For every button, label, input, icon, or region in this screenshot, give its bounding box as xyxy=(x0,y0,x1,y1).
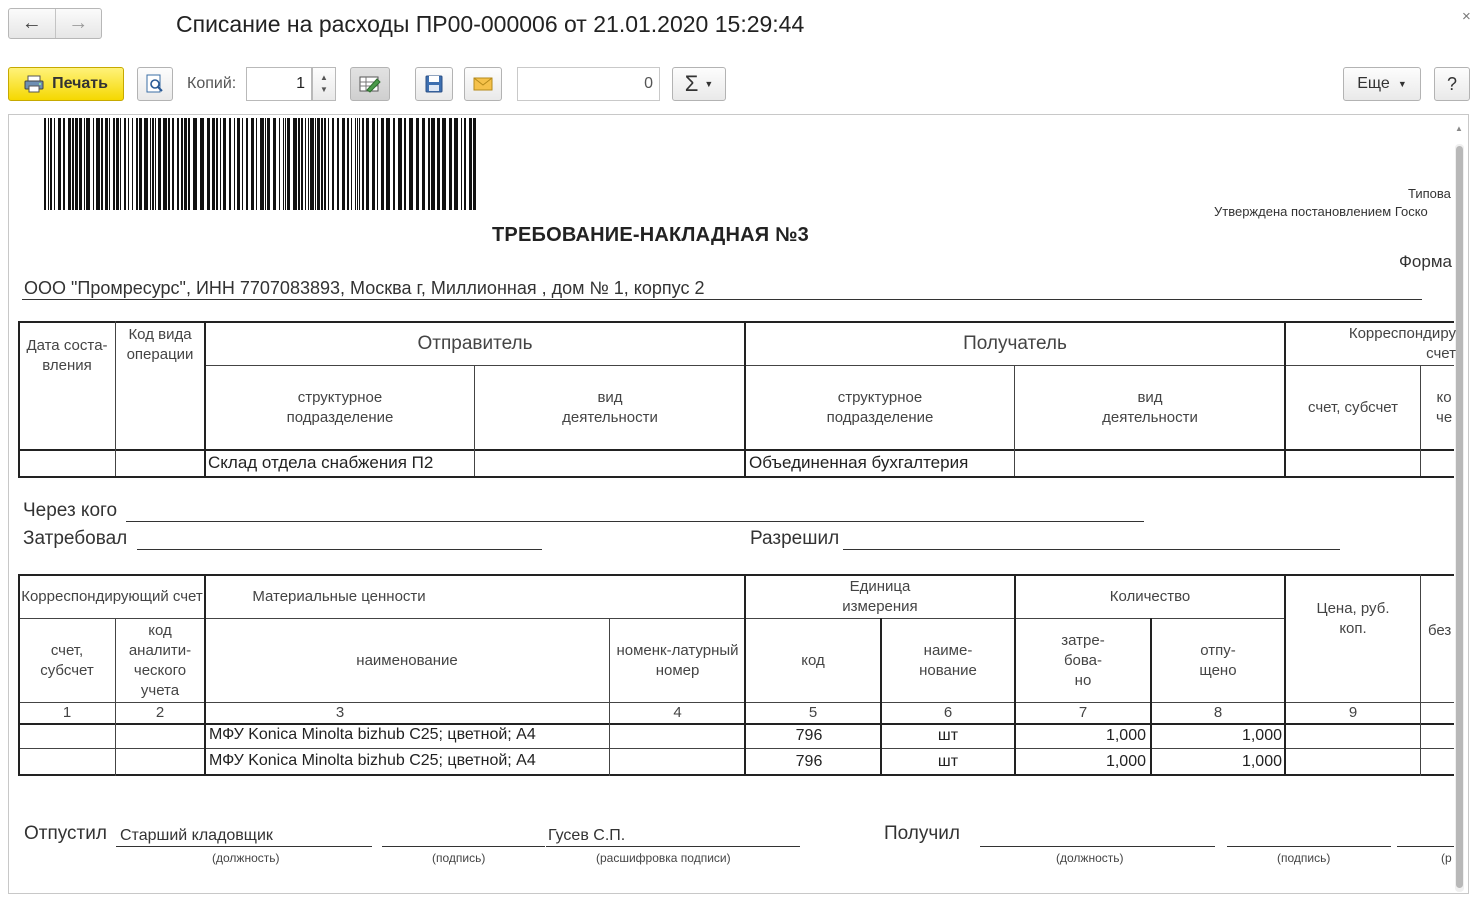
col-number: 1 xyxy=(62,704,72,721)
col-number: 6 xyxy=(943,704,953,721)
row-1-item-name: МФУ Konica Minolta bizhub C25; цветной; A4 xyxy=(209,726,536,743)
row-2-unit-code: 796 xyxy=(795,752,823,770)
price-header: Цена, руб. коп. xyxy=(1316,600,1390,637)
sum-button[interactable] xyxy=(672,67,726,101)
through-label: Через кого xyxy=(23,500,118,521)
table-rule xyxy=(204,365,1454,366)
chevron-down-icon: ▼ xyxy=(704,79,714,89)
spin-down-icon: ▼ xyxy=(320,85,328,94)
barcode-image xyxy=(44,118,476,210)
table-rule xyxy=(204,618,744,619)
corr-account-header: Корреспондирующий счет xyxy=(21,588,203,605)
received-name-line xyxy=(1397,846,1454,847)
table-rule xyxy=(609,618,610,776)
col-number: 5 xyxy=(808,704,818,721)
received-by-label: Получил xyxy=(884,823,960,844)
scrollbar-thumb[interactable] xyxy=(1456,146,1463,888)
toolbar xyxy=(0,62,1477,108)
quantity-header: Количество xyxy=(1109,588,1191,605)
row-2-released: 1,000 xyxy=(1241,752,1282,770)
close-button[interactable]: × xyxy=(1462,8,1471,25)
col-number: 2 xyxy=(155,704,165,721)
released-by-label: Отпустил xyxy=(24,823,107,844)
chevron-down-icon: ▼ xyxy=(1397,79,1407,89)
spin-up-icon: ▲ xyxy=(320,73,328,82)
forward-icon: → xyxy=(68,12,89,34)
account-subaccount-header: счет, субсчет xyxy=(40,642,94,679)
preview-button[interactable] xyxy=(137,67,173,101)
table-border xyxy=(18,774,1454,776)
requested-line xyxy=(137,549,542,550)
without-header: без xyxy=(1428,622,1452,639)
row-1-unit-code: 796 xyxy=(795,727,823,744)
print-label: Печать xyxy=(52,75,108,92)
released-header: отпу-щено xyxy=(1199,642,1237,679)
signature-caption: (подпись) xyxy=(432,851,486,865)
signature-line xyxy=(382,846,545,847)
account-subaccount-header: счет, субсчет xyxy=(1308,399,1398,416)
row-1-unit-name: шт xyxy=(937,727,959,744)
sum-number-field[interactable]: 0 xyxy=(517,67,660,101)
edit-toggle-button[interactable] xyxy=(350,67,390,101)
released-position-value: Старший кладовщик xyxy=(120,827,273,844)
floppy-disk-icon xyxy=(425,75,443,93)
row-2-unit-name: шт xyxy=(937,752,959,770)
more-label: Еще xyxy=(1357,75,1390,92)
name-line xyxy=(546,846,800,847)
help-button[interactable]: ? xyxy=(1434,67,1470,101)
nomenclature-header: номенк-латурный номер xyxy=(616,642,739,679)
received-signature-caption: (подпись) xyxy=(1277,851,1331,865)
analytic-code-header: код аналити-ческого учета xyxy=(128,622,192,699)
through-line xyxy=(126,521,1144,522)
sigma-icon: Σ xyxy=(684,71,699,96)
title-bar xyxy=(0,0,1477,52)
table-rule xyxy=(1420,574,1421,776)
approved-label: Утверждена постановлением Госко xyxy=(1214,204,1428,219)
receiver-header: Получатель xyxy=(963,333,1067,354)
requested-label: Затребовал xyxy=(23,528,128,549)
sender-struct-unit-header: структурное подразделение xyxy=(286,389,394,426)
position-line xyxy=(116,846,372,847)
row-1-requested: 1,000 xyxy=(1105,727,1146,744)
sender-header: Отправитель xyxy=(417,333,533,354)
page-preview-icon xyxy=(146,74,164,94)
unit-header: Единица измерения xyxy=(842,578,918,615)
allowed-line xyxy=(843,549,1340,550)
table-border xyxy=(18,476,1454,478)
envelope-icon xyxy=(473,77,493,91)
table-rule xyxy=(18,618,204,619)
scroll-up-icon[interactable]: ▲ xyxy=(1455,124,1463,133)
op-code-header: Код вида операции xyxy=(126,326,194,363)
col-number: 3 xyxy=(335,704,345,721)
decode-caption: (расшифровка подписи) xyxy=(596,851,731,865)
row-2-item-name: МФУ Konica Minolta bizhub C25; цветной; A4 xyxy=(209,752,536,769)
receiver-activity-header: вид деятельности xyxy=(1102,389,1198,426)
table-rule xyxy=(1014,365,1015,476)
received-decode-caption: (р xyxy=(1441,851,1452,865)
sender-activity-header: вид деятельности xyxy=(562,389,658,426)
sender-value: Склад отдела снабжения П2 xyxy=(208,453,434,472)
col-number: 9 xyxy=(1348,704,1358,721)
window-title: Списание на расходы ПР00-000006 от 21.01.2020 15:29:44 xyxy=(176,11,805,37)
col-number: 4 xyxy=(673,704,682,721)
receiver-value: Объединенная бухгалтерия xyxy=(749,453,969,472)
copies-input[interactable]: 1 xyxy=(246,67,312,101)
row-1-released: 1,000 xyxy=(1241,727,1282,744)
materials-header: Материальные ценности xyxy=(252,588,426,605)
unit-code-header: код xyxy=(801,652,825,669)
row-2-requested: 1,000 xyxy=(1105,752,1146,770)
table-rule xyxy=(474,365,475,476)
received-position-caption: (должность) xyxy=(1056,851,1124,865)
print-button[interactable] xyxy=(8,67,124,101)
date-header: Дата состa-вления xyxy=(26,337,108,374)
table-rule xyxy=(115,321,116,476)
forma-label: Форма xyxy=(1399,252,1452,271)
organization-underline xyxy=(22,299,1422,300)
navigation-group xyxy=(8,8,102,39)
back-icon: ← xyxy=(21,12,42,34)
copies-label: Копий: xyxy=(187,75,237,92)
table-rule xyxy=(115,618,116,776)
table-rule xyxy=(1420,365,1421,476)
organization-line: ООО "Промресурс", ИНН 7707083893, Москва г, Миллионная , дом № 1, корпус 2 xyxy=(24,278,705,298)
col-number: 7 xyxy=(1078,704,1088,721)
table-rule xyxy=(18,449,1454,451)
col-number: 8 xyxy=(1213,704,1223,721)
send-email-button[interactable] xyxy=(464,67,502,101)
corr-account-header: Корреспондиру счет xyxy=(1348,325,1456,362)
code-cut-header: ко че xyxy=(1436,389,1453,426)
received-signature-line xyxy=(1227,846,1391,847)
released-name-value: Гусев С.П. xyxy=(548,827,626,844)
document-title: ТРЕБОВАНИЕ-НАКЛАДНАЯ №3 xyxy=(492,224,809,246)
edit-table-icon xyxy=(359,75,381,93)
save-button[interactable] xyxy=(415,67,453,101)
forward-button[interactable] xyxy=(55,9,102,38)
printer-icon xyxy=(24,75,44,93)
receiver-struct-unit-header: структурное подразделение xyxy=(826,389,934,426)
unit-name-header: наиме-нование xyxy=(919,642,977,679)
requested-header: затре-бова-но xyxy=(1061,632,1105,689)
more-button[interactable] xyxy=(1343,67,1421,101)
item-name-header: наименование xyxy=(356,652,458,669)
typical-form-label: Типова xyxy=(1408,186,1451,201)
position-caption: (должность) xyxy=(212,851,280,865)
back-button[interactable] xyxy=(9,9,55,38)
copies-spinner[interactable] xyxy=(312,67,336,101)
allowed-label: Разрешил xyxy=(750,528,840,549)
received-position-line xyxy=(980,846,1215,847)
